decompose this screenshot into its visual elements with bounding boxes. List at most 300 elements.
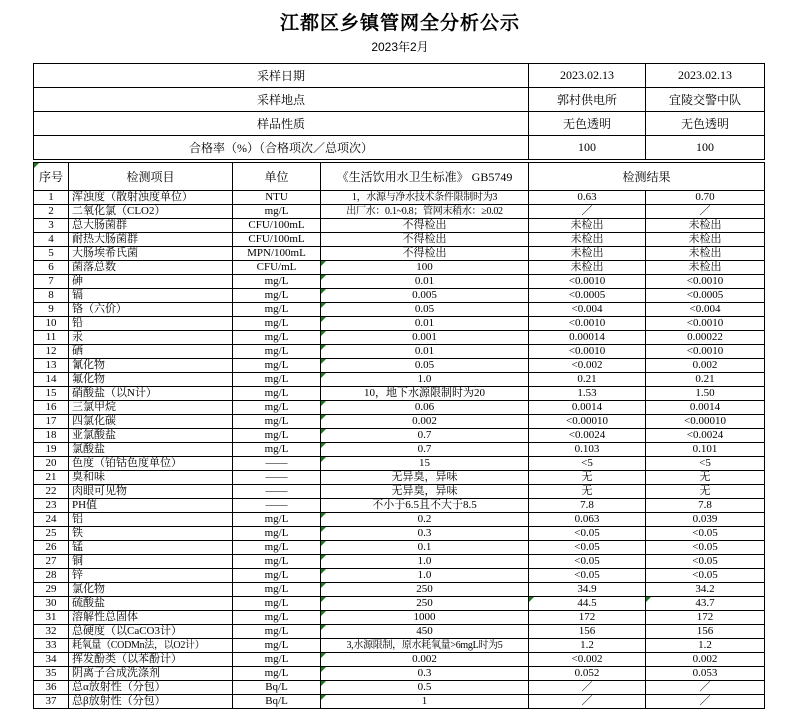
standard-value: 不得检出 — [321, 247, 529, 261]
unit: mg/L — [233, 289, 321, 303]
result-1: <0.05 — [529, 541, 646, 555]
standard-value: 15 — [321, 457, 529, 471]
result-1: 未检出 — [529, 233, 646, 247]
result-2: <0.0005 — [646, 289, 765, 303]
standard-value: 0.01 — [321, 275, 529, 289]
result-2: 0.002 — [646, 653, 765, 667]
row-number: 16 — [34, 401, 69, 415]
table-row — [34, 583, 765, 597]
item-name: 镉 — [69, 289, 233, 303]
table-body — [34, 191, 765, 709]
table-row — [34, 415, 765, 429]
excel-corner-marker-icon — [529, 597, 534, 602]
standard-value: 0.5 — [321, 681, 529, 695]
result-2: 0.21 — [646, 373, 765, 387]
unit: mg/L — [233, 345, 321, 359]
standard-value: 不得检出 — [321, 219, 529, 233]
row-number: 23 — [34, 499, 69, 513]
result-1: <0.0010 — [529, 317, 646, 331]
row-number: 22 — [34, 485, 69, 499]
row-number: 21 — [34, 471, 69, 485]
result-2: 无 — [646, 471, 765, 485]
item-name: 铅 — [69, 317, 233, 331]
info-label: 样品性质 — [34, 112, 529, 136]
unit: mg/L — [233, 359, 321, 373]
row-number: 36 — [34, 681, 69, 695]
unit: mg/L — [233, 555, 321, 569]
table-row — [34, 611, 765, 625]
unit: mg/L — [233, 513, 321, 527]
excel-corner-marker-icon — [321, 653, 326, 658]
info-row-sampling-location — [34, 88, 765, 112]
standard-value: 0.05 — [321, 303, 529, 317]
row-number: 35 — [34, 667, 69, 681]
item-name: 氟化物 — [69, 373, 233, 387]
standard-value: 0.002 — [321, 415, 529, 429]
unit: CFU/mL — [233, 261, 321, 275]
table-row — [34, 191, 765, 205]
result-1: 7.8 — [529, 499, 646, 513]
standard-value: 0.001 — [321, 331, 529, 345]
result-1: 未检出 — [529, 261, 646, 275]
row-number: 18 — [34, 429, 69, 443]
table-row — [34, 639, 765, 653]
table-row — [34, 303, 765, 317]
excel-corner-marker-icon — [321, 331, 326, 336]
header-item: 检测项目 — [69, 163, 233, 191]
unit: MPN/100mL — [233, 247, 321, 261]
item-name: 硒 — [69, 345, 233, 359]
page-subtitle: 2023年2月 — [371, 40, 429, 54]
table-row — [34, 387, 765, 401]
unit: mg/L — [233, 527, 321, 541]
standard-value: 1.0 — [321, 555, 529, 569]
result-2: 未检出 — [646, 247, 765, 261]
excel-corner-marker-icon — [321, 317, 326, 322]
table-row — [34, 457, 765, 471]
result-2: <0.05 — [646, 541, 765, 555]
table-row — [34, 653, 765, 667]
result-1: 1.53 — [529, 387, 646, 401]
unit: CFU/100mL — [233, 219, 321, 233]
info-value-1: 无色透明 — [529, 112, 646, 136]
result-1: 0.052 — [529, 667, 646, 681]
unit: mg/L — [233, 625, 321, 639]
excel-corner-marker-icon — [321, 597, 326, 602]
item-name: 耗氧量（CODMn法，以O2计） — [69, 639, 233, 653]
result-2: 172 — [646, 611, 765, 625]
unit: mg/L — [233, 415, 321, 429]
row-number: 4 — [34, 233, 69, 247]
unit: mg/L — [233, 387, 321, 401]
item-name: 总β放射性（分包） — [69, 695, 233, 709]
info-value-2: 无色透明 — [646, 112, 765, 136]
unit: mg/L — [233, 667, 321, 681]
unit: mg/L — [233, 275, 321, 289]
result-1: <0.0010 — [529, 345, 646, 359]
table-row — [34, 695, 765, 709]
info-value-1: 2023.02.13 — [529, 64, 646, 88]
result-1: <0.002 — [529, 653, 646, 667]
table-row — [34, 247, 765, 261]
result-2: 未检出 — [646, 261, 765, 275]
standard-value: 10，地下水源限制时为20 — [321, 387, 529, 401]
header-no: 序号 — [34, 163, 69, 191]
item-name: 四氯化碳 — [69, 415, 233, 429]
row-number: 12 — [34, 345, 69, 359]
result-2: <0.05 — [646, 569, 765, 583]
item-name: 二氧化氯（CLO2） — [69, 205, 233, 219]
table-row — [34, 261, 765, 275]
unit: mg/L — [233, 331, 321, 345]
excel-corner-marker-icon — [321, 373, 326, 378]
row-number: 33 — [34, 639, 69, 653]
standard-value: 0.3 — [321, 667, 529, 681]
excel-corner-marker-icon — [321, 527, 326, 532]
unit: mg/L — [233, 653, 321, 667]
standard-value: 450 — [321, 625, 529, 639]
unit: mg/L — [233, 583, 321, 597]
unit: mg/L — [233, 639, 321, 653]
header-row — [34, 163, 765, 191]
header-result: 检测结果 — [529, 163, 765, 191]
excel-corner-marker-icon — [321, 303, 326, 308]
table-row — [34, 289, 765, 303]
result-1: <0.0024 — [529, 429, 646, 443]
excel-corner-marker-icon — [321, 667, 326, 672]
item-name: 锌 — [69, 569, 233, 583]
row-number: 6 — [34, 261, 69, 275]
item-name: 总大肠菌群 — [69, 219, 233, 233]
table-row — [34, 471, 765, 485]
result-2: 未检出 — [646, 219, 765, 233]
unit: mg/L — [233, 303, 321, 317]
table-row — [34, 541, 765, 555]
item-name: 铝 — [69, 513, 233, 527]
item-name: 氯化物 — [69, 583, 233, 597]
row-number: 17 — [34, 415, 69, 429]
table-row — [34, 359, 765, 373]
result-2: 0.002 — [646, 359, 765, 373]
excel-corner-marker-icon — [321, 275, 326, 280]
result-1: 0.63 — [529, 191, 646, 205]
table-row — [34, 373, 765, 387]
row-number: 28 — [34, 569, 69, 583]
excel-corner-marker-icon — [321, 429, 326, 434]
result-2: <0.0010 — [646, 317, 765, 331]
result-1: 34.9 — [529, 583, 646, 597]
row-number: 7 — [34, 275, 69, 289]
table-row — [34, 331, 765, 345]
result-1: 0.103 — [529, 443, 646, 457]
result-2: <5 — [646, 457, 765, 471]
result-2: <0.05 — [646, 527, 765, 541]
unit: —— — [233, 471, 321, 485]
header-standard: 《生活饮用水卫生标准》 GB5749 — [321, 163, 529, 191]
result-2: <0.0010 — [646, 275, 765, 289]
standard-value: 无异臭，异味 — [321, 485, 529, 499]
item-name: 铬（六价） — [69, 303, 233, 317]
row-number: 37 — [34, 695, 69, 709]
excel-corner-marker-icon — [321, 261, 326, 266]
standard-value: 1.0 — [321, 373, 529, 387]
result-2: 156 — [646, 625, 765, 639]
result-1: 0.0014 — [529, 401, 646, 415]
result-1: <0.05 — [529, 555, 646, 569]
item-name: 铜 — [69, 555, 233, 569]
result-2: 1.2 — [646, 639, 765, 653]
item-name: 氯酸盐 — [69, 443, 233, 457]
standard-value: 无异臭，异味 — [321, 471, 529, 485]
row-number: 1 — [34, 191, 69, 205]
result-1: 0.063 — [529, 513, 646, 527]
row-number: 14 — [34, 373, 69, 387]
table-row — [34, 401, 765, 415]
result-2: 0.70 — [646, 191, 765, 205]
result-1: ／ — [529, 681, 646, 695]
page-title: 江都区乡镇管网全分析公示 — [279, 13, 520, 34]
item-name: 氰化物 — [69, 359, 233, 373]
unit: mg/L — [233, 401, 321, 415]
table-row — [34, 485, 765, 499]
result-1: <0.05 — [529, 569, 646, 583]
table-row — [34, 597, 765, 611]
item-name: 亚氯酸盐 — [69, 429, 233, 443]
item-name: 铁 — [69, 527, 233, 541]
row-number: 20 — [34, 457, 69, 471]
standard-value: 不得检出 — [321, 233, 529, 247]
table-row — [34, 667, 765, 681]
result-1: 未检出 — [529, 247, 646, 261]
item-name: 色度（铂钴色度单位） — [69, 457, 233, 471]
item-name: 砷 — [69, 275, 233, 289]
excel-corner-marker-icon — [34, 163, 39, 168]
unit: Bq/L — [233, 681, 321, 695]
unit: —— — [233, 457, 321, 471]
excel-corner-marker-icon — [321, 695, 326, 700]
excel-corner-marker-icon — [321, 569, 326, 574]
excel-corner-marker-icon — [321, 345, 326, 350]
table-row — [34, 219, 765, 233]
result-1: 无 — [529, 485, 646, 499]
excel-corner-marker-icon — [321, 415, 326, 420]
row-number: 29 — [34, 583, 69, 597]
row-number: 27 — [34, 555, 69, 569]
row-number: 2 — [34, 205, 69, 219]
standard-value: 1 — [321, 695, 529, 709]
info-row-sample-nature — [34, 112, 765, 136]
result-2: 43.7 — [646, 597, 765, 611]
result-2: <0.00010 — [646, 415, 765, 429]
standard-value: 3,水源限制，原水耗氧量>6mgL时为5 — [321, 639, 529, 653]
standard-value: 250 — [321, 583, 529, 597]
info-table — [33, 63, 765, 160]
standard-value: 0.7 — [321, 443, 529, 457]
excel-corner-marker-icon — [321, 443, 326, 448]
item-name: 硝酸盐（以N计） — [69, 387, 233, 401]
standard-value: 0.005 — [321, 289, 529, 303]
info-value-2: 100 — [646, 136, 765, 160]
result-2: <0.0024 — [646, 429, 765, 443]
item-name: 肉眼可见物 — [69, 485, 233, 499]
item-name: 浑浊度（散射浊度单位） — [69, 191, 233, 205]
table-row — [34, 681, 765, 695]
item-name: 硫酸盐 — [69, 597, 233, 611]
result-2: 7.8 — [646, 499, 765, 513]
standard-value: 250 — [321, 597, 529, 611]
result-1: 44.5 — [529, 597, 646, 611]
result-1: 无 — [529, 471, 646, 485]
unit: mg/L — [233, 317, 321, 331]
result-1: ／ — [529, 205, 646, 219]
table-row — [34, 625, 765, 639]
row-number: 25 — [34, 527, 69, 541]
unit: NTU — [233, 191, 321, 205]
item-name: 菌落总数 — [69, 261, 233, 275]
standard-value: 0.3 — [321, 527, 529, 541]
row-number: 8 — [34, 289, 69, 303]
excel-corner-marker-icon — [321, 401, 326, 406]
standard-value: 0.01 — [321, 317, 529, 331]
table-row — [34, 205, 765, 219]
table-row — [34, 345, 765, 359]
item-name: 大肠埃希氏菌 — [69, 247, 233, 261]
result-1: <0.0010 — [529, 275, 646, 289]
item-name: 锰 — [69, 541, 233, 555]
row-number: 15 — [34, 387, 69, 401]
standard-value: 1，水源与净水技术条件限制时为3 — [321, 191, 529, 205]
info-row-pass-rate — [34, 136, 765, 160]
result-1: <0.05 — [529, 527, 646, 541]
info-label: 采样地点 — [34, 88, 529, 112]
standard-value: 1.0 — [321, 569, 529, 583]
excel-corner-marker-icon — [321, 583, 326, 588]
row-number: 30 — [34, 597, 69, 611]
row-number: 5 — [34, 247, 69, 261]
result-2: ／ — [646, 695, 765, 709]
unit: mg/L — [233, 541, 321, 555]
standard-value: 0.1 — [321, 541, 529, 555]
info-label: 合格率（%）（合格项次／总项次） — [34, 136, 529, 160]
result-1: <0.0005 — [529, 289, 646, 303]
result-2: 0.00022 — [646, 331, 765, 345]
item-name: 耐热大肠菌群 — [69, 233, 233, 247]
row-number: 19 — [34, 443, 69, 457]
item-name: PH值 — [69, 499, 233, 513]
table-row — [34, 527, 765, 541]
result-2: 0.0014 — [646, 401, 765, 415]
result-2: ／ — [646, 681, 765, 695]
result-1: <0.00010 — [529, 415, 646, 429]
table-row — [34, 499, 765, 513]
row-number: 32 — [34, 625, 69, 639]
info-row-sampling-date — [34, 64, 765, 88]
unit: CFU/100mL — [233, 233, 321, 247]
info-value-2: 2023.02.13 — [646, 64, 765, 88]
row-number: 31 — [34, 611, 69, 625]
excel-corner-marker-icon — [321, 555, 326, 560]
tables-container — [33, 63, 764, 709]
table-row — [34, 569, 765, 583]
unit: mg/L — [233, 373, 321, 387]
excel-corner-marker-icon — [646, 597, 651, 602]
result-1: 0.21 — [529, 373, 646, 387]
item-name: 挥发酚类（以苯酚计） — [69, 653, 233, 667]
excel-corner-marker-icon — [321, 359, 326, 364]
result-1: <0.004 — [529, 303, 646, 317]
result-2: <0.0010 — [646, 345, 765, 359]
info-value-2: 宜陵交警中队 — [646, 88, 765, 112]
standard-value: 不小于6.5且不大于8.5 — [321, 499, 529, 513]
row-number: 34 — [34, 653, 69, 667]
item-name: 三氯甲烷 — [69, 401, 233, 415]
excel-corner-marker-icon — [321, 611, 326, 616]
result-1: <0.002 — [529, 359, 646, 373]
table-row — [34, 555, 765, 569]
standard-value: 0.7 — [321, 429, 529, 443]
result-2: 0.101 — [646, 443, 765, 457]
result-2: 未检出 — [646, 233, 765, 247]
result-2: ／ — [646, 205, 765, 219]
table-row — [34, 513, 765, 527]
standard-value: 1000 — [321, 611, 529, 625]
excel-corner-marker-icon — [321, 289, 326, 294]
item-name: 总α放射性（分包） — [69, 681, 233, 695]
row-number: 26 — [34, 541, 69, 555]
excel-corner-marker-icon — [321, 625, 326, 630]
result-2: 0.039 — [646, 513, 765, 527]
result-2: <0.004 — [646, 303, 765, 317]
info-value-1: 100 — [529, 136, 646, 160]
excel-corner-marker-icon — [321, 681, 326, 686]
excel-corner-marker-icon — [321, 457, 326, 462]
unit: —— — [233, 499, 321, 513]
row-number: 3 — [34, 219, 69, 233]
results-table — [33, 162, 765, 709]
result-1: 未检出 — [529, 219, 646, 233]
standard-value: 0.05 — [321, 359, 529, 373]
excel-corner-marker-icon — [321, 541, 326, 546]
result-2: <0.05 — [646, 555, 765, 569]
result-2: 1.50 — [646, 387, 765, 401]
standard-value: 出厂水：0.1~0.8；管网末稍水：≥0.02 — [321, 205, 529, 219]
standard-value: 0.06 — [321, 401, 529, 415]
table-row — [34, 317, 765, 331]
item-name: 阴离子合成洗涤剂 — [69, 667, 233, 681]
standard-value: 0.002 — [321, 653, 529, 667]
unit: Bq/L — [233, 695, 321, 709]
table-row — [34, 233, 765, 247]
unit: mg/L — [233, 205, 321, 219]
excel-corner-marker-icon — [321, 513, 326, 518]
unit: mg/L — [233, 569, 321, 583]
table-row — [34, 275, 765, 289]
result-1: 172 — [529, 611, 646, 625]
table-row — [34, 443, 765, 457]
row-number: 9 — [34, 303, 69, 317]
item-name: 总硬度（以CaCO3计） — [69, 625, 233, 639]
result-2: 0.053 — [646, 667, 765, 681]
standard-value: 100 — [321, 261, 529, 275]
info-label: 采样日期 — [34, 64, 529, 88]
standard-value: 0.01 — [321, 345, 529, 359]
unit: mg/L — [233, 597, 321, 611]
unit: mg/L — [233, 443, 321, 457]
result-1: 0.00014 — [529, 331, 646, 345]
unit: —— — [233, 485, 321, 499]
unit: mg/L — [233, 611, 321, 625]
table-row — [34, 429, 765, 443]
